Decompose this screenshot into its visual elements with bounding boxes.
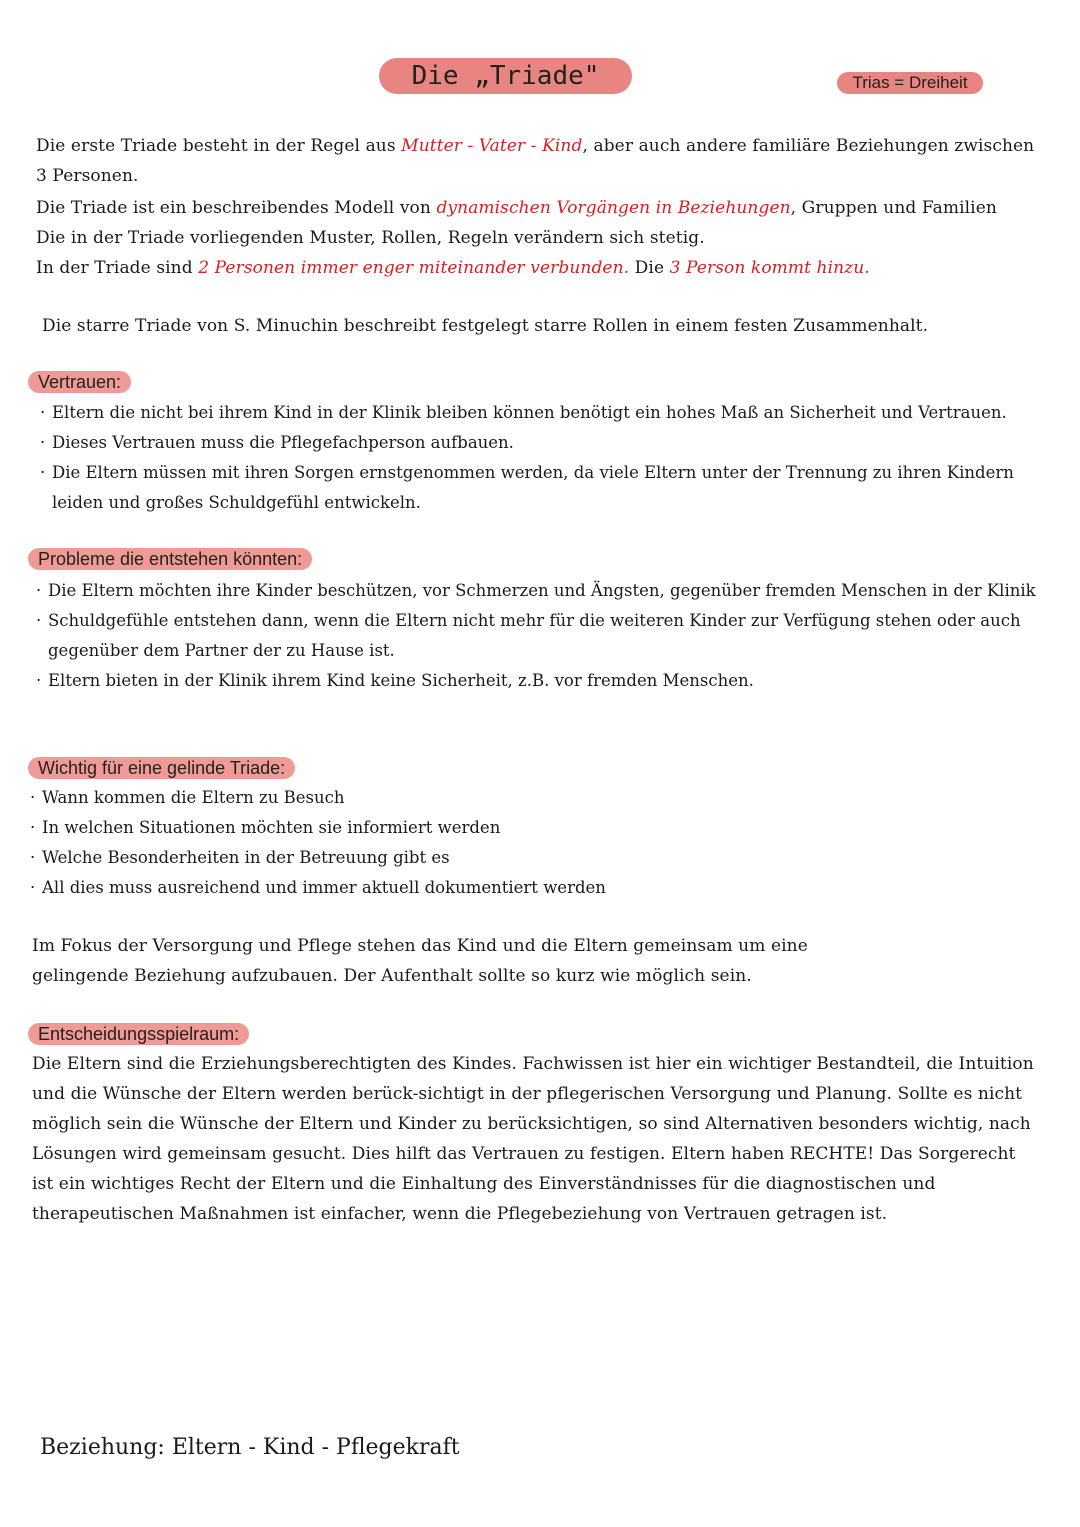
intro-text: Die — [634, 258, 665, 278]
probleme-list — [36, 576, 1036, 696]
section-heading-vertrauen: Vertrauen: — [28, 371, 131, 393]
list-item: · In welchen Situationen möchten sie informiert werden — [30, 813, 1040, 843]
intro-paragraph-2 — [36, 193, 1046, 223]
list-item: · Eltern bieten in der Klinik ihrem Kind keine Sicherheit, z.B. vor fremden Menschen. — [36, 666, 1036, 696]
list-item: · Die Eltern müssen mit ihren Sorgen ernstgenommen werden, da viele Eltern unter der Trennung zu ihren Kindern leiden und großes Schuldgefühl entwickeln. — [40, 458, 1040, 518]
intro-paragraph-3: Die in der Triade vorliegenden Muster, Rollen, Regeln verändern sich stetig. — [36, 228, 705, 248]
list-item: · Schuldgefühle entstehen dann, wenn die Eltern nicht mehr für die weiteren Kinder zur Verfügung stehen oder auch gegenüber dem Partner der zu Hause ist. — [36, 606, 1036, 666]
intro-highlight: dynamischen Vorgängen in Beziehungen — [436, 198, 791, 218]
beziehung-footer: Beziehung: Eltern - Kind - Pflegekraft — [40, 1435, 460, 1460]
intro-text: Die erste Triade besteht in der Regel aus — [36, 136, 396, 156]
section-heading-probleme: Probleme die entstehen könnten: — [28, 548, 312, 570]
intro-text: , Gruppen und Familien — [790, 198, 997, 218]
intro-highlight: Mutter - Vater - Kind — [401, 136, 583, 156]
intro-paragraph-4 — [36, 253, 1046, 283]
list-item: · Eltern die nicht bei ihrem Kind in der Klinik bleiben können benötigt ein hohes Maß an Sicherheit und Vertrauen. — [40, 398, 1040, 428]
vertrauen-list — [40, 398, 1040, 518]
section-heading-wichtig: Wichtig für eine gelinde Triade: — [28, 757, 295, 779]
intro-paragraph-5: Die starre Triade von S. Minuchin beschreibt festgelegt starre Rollen in einem festen Zusammenhalt. — [42, 316, 929, 336]
intro-paragraph-1 — [36, 131, 1046, 191]
list-item: · Welche Besonderheiten in der Betreuung gibt es — [30, 843, 1040, 873]
entscheidung-paragraph: Die Eltern sind die Erziehungsberechtigten des Kindes. Fachwissen ist hier ein wichtiger Bestandteil, die Intuition und die Wünsche der Eltern werden berück-sichtigt in der pflegerischen Versorgung und Planung. Sollte es nicht möglich sein die Wünsche der Eltern und Kinder zu berücksichtigen, so sind Alternativen besonders wichtig, nach Lösungen wird gemeinsam gesucht. Dies hilft das Vertrauen zu festigen. Eltern haben RECHTE! Das Sorgerecht ist ein wichtiges Recht der Eltern und die Einhaltung des Einverständnisses für die diagnostischen und therapeutischen Maßnahmen ist einfacher, wenn die Pflegebeziehung von Vertrauen getragen ist. — [32, 1054, 1034, 1224]
wichtig-list — [30, 783, 1040, 903]
page-title: Die „Triade" — [379, 58, 632, 94]
list-item: · Dieses Vertrauen muss die Pflegefachperson aufbauen. — [40, 428, 1040, 458]
fokus-paragraph: Im Fokus der Versorgung und Pflege stehen das Kind und die Eltern gemeinsam um eine gelingende Beziehung aufzubauen. Der Aufenthalt sollte so kurz wie möglich sein. — [32, 936, 808, 986]
trias-badge: Trias = Dreiheit — [837, 72, 983, 94]
section-heading-entscheidungsspielraum: Entscheidungsspielraum: — [28, 1023, 249, 1045]
intro-text: Die Triade ist ein beschreibendes Modell von — [36, 198, 431, 218]
list-item: · Die Eltern möchten ihre Kinder beschützen, vor Schmerzen und Ängsten, gegenüber fremden Menschen in der Klinik — [36, 576, 1036, 606]
intro-text: , aber auch andere familiäre Beziehungen zwischen 3 Personen. — [36, 136, 1035, 186]
intro-highlight: 3 Person kommt hinzu. — [669, 258, 870, 278]
list-item: · All dies muss ausreichend und immer aktuell dokumentiert werden — [30, 873, 1040, 903]
list-item: · Wann kommen die Eltern zu Besuch — [30, 783, 1040, 813]
intro-text: In der Triade sind — [36, 258, 193, 278]
intro-highlight: 2 Personen immer enger miteinander verbunden. — [198, 258, 630, 278]
